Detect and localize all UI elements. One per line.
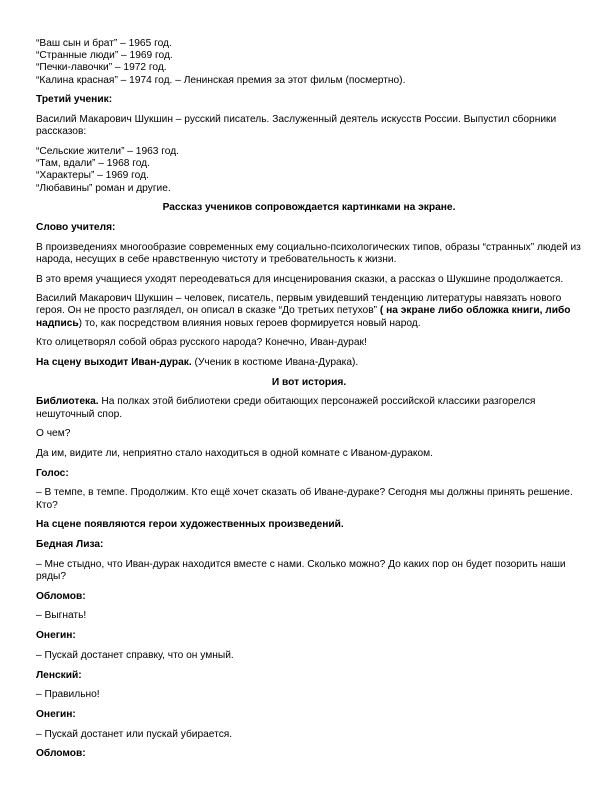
ivan-enters [36,357,582,369]
teacher-p3-start: Василий Макарович Шукшин – человек, писатель, первым увидевший тенденцию литературы навязать нового героя. Он не просто разглядел, он описал в сказке “До третьих петухов” [36,293,562,317]
teacher-paragraph-2: В это время учащиеся уходят переодеваться для инсценирования сказки, а рассказ о Шукшине продолжается. [36,273,564,285]
collection-item: “Сельские жители” – 1963 год. [36,145,180,157]
document-page [36,38,582,761]
heroes-appear: На сцене появляются герои художественных произведений. [36,519,344,531]
onegin-heading: Онегин: [36,630,76,642]
teacher-paragraph-3 [36,293,582,330]
collection-item: “Любавины” роман и другие. [36,182,171,194]
answer-ivan: Да им, видите ли, неприятно стало находиться в одной комнате с Иваном-дураком. [36,448,433,460]
teacher-paragraph-1: В произведениях многообразие современных ему социально-психологических типов, образы “странных” людей из народа, несущих в себе нравственную чистоту и требовательность к жизни. [36,241,581,265]
voice-heading: Голос: [36,467,69,479]
oblomov-text: – Выгнать! [36,610,87,622]
film-item: “Ваш сын и брат” – 1965 год. [36,38,172,49]
teacher-paragraph-4: Кто олицетворял собой образ русского народа? Конечно, Иван-дурак! [36,337,367,349]
teacher-p3-end: ) то, как посредством влияния новых героев формируется новый народ. [78,317,421,329]
library-bold: Библиотека. [36,396,99,408]
film-item: “Странные люди” – 1969 год. [36,50,173,62]
ivan-enters-rest: (Ученик в костюме Ивана-Дурака). [191,357,359,369]
teacher-heading: Слово учителя: [36,221,116,233]
voice-text: – В темпе, в темпе. Продолжим. Кто ещё хочет сказать об Иване-дураке? Сегодня мы должны принять решение. Кто? [36,487,573,511]
story-heading: И вот история. [271,376,347,388]
lensky-heading: Ленский: [36,669,82,681]
screen-note: Рассказ учеников сопровождается картинками на экране. [162,202,456,214]
ivan-enters-bold: На сцену выходит Иван-дурак. [36,357,192,369]
library-rest: На полках этой библиотеки среди обитающих персонажей российской классики разгорелся нешуточный спор. [36,396,536,420]
question-what: О чем? [36,428,71,440]
collection-item: “Характеры” – 1969 год. [36,170,149,182]
teacher-p3-bold: ( на экране либо обложка книги, либо надпись [36,305,571,329]
films-list [36,38,582,87]
onegin-text: – Пускай достанет справку, что он умный. [36,649,234,661]
lensky-text: – Правильно! [36,689,100,701]
liza-heading: Бедная Лиза: [36,539,104,551]
collections-list [36,146,582,195]
collection-item: “Там, вдали” – 1968 год. [36,158,150,170]
film-item: “Калина красная” – 1974 год. – Ленинская премия за этот фильм (посмертно). [36,74,406,86]
third-student-heading: Третий ученик: [36,94,113,106]
library-paragraph [36,396,582,420]
liza-text: – Мне стыдно, что Иван-дурак находится вместе с нами. Сколько можно? До каких пор он будет позорить наши ряды? [36,558,566,582]
third-student-text: Василий Макарович Шукшин – русский писатель. Заслуженный деятель искусств России. Выпустил сборники рассказов: [36,114,557,138]
onegin-heading-2: Онегин: [36,708,76,720]
oblomov-heading-2: Обломов: [36,748,86,760]
film-item: “Печки-лавочки” – 1972 год. [36,62,167,74]
oblomov-heading: Обломов: [36,590,86,602]
onegin-text-2: – Пускай достанет или пускай убирается. [36,728,233,740]
